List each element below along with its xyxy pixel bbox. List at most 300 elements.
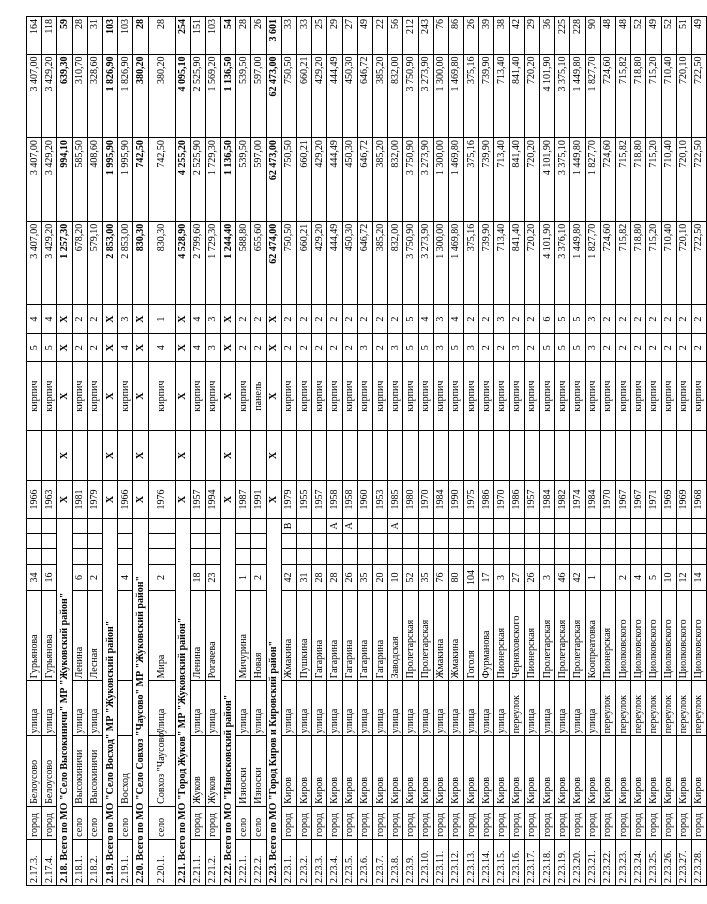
table-row	[615, 17, 630, 886]
table-cell: 2.23.3.	[312, 839, 327, 885]
table-cell: 720,20	[524, 138, 539, 222]
table-cell: 2	[464, 305, 479, 334]
table-cell: 3 375,10	[555, 138, 570, 222]
table-cell: 2	[631, 305, 646, 334]
table-cell: Киров	[448, 736, 463, 806]
table-cell: 26	[464, 17, 479, 55]
table-cell: 2	[524, 333, 539, 362]
table-cell: 1966	[27, 481, 42, 518]
table-cell: 1	[236, 564, 251, 590]
table-cell: 20	[372, 564, 387, 590]
table-cell: город	[448, 806, 463, 839]
table-cell: Восход	[118, 736, 133, 806]
table-cell: X	[102, 362, 117, 430]
table-cell: город	[540, 806, 555, 839]
table-row	[27, 17, 42, 886]
table-cell: город	[42, 806, 57, 839]
table-cell: панель	[251, 362, 266, 430]
table-cell: 408,60	[87, 138, 102, 222]
table-cell: 3	[357, 333, 372, 362]
table-cell: 4	[190, 305, 205, 334]
table-cell: 310,70	[72, 54, 87, 138]
table-cell: Гурьянова	[27, 591, 42, 681]
table-cell: переулок	[615, 681, 630, 736]
table-cell: 722,50	[691, 221, 706, 305]
table-cell: 2.23.27.	[676, 839, 691, 885]
table-cell: улица	[388, 681, 403, 736]
table-cell: 2	[342, 305, 357, 334]
table-cell	[509, 549, 524, 564]
table-cell: улица	[87, 681, 102, 736]
table-cell: 28	[72, 17, 87, 55]
table-cell	[251, 549, 266, 564]
table-cell: 1979	[87, 481, 102, 518]
table-cell: город	[403, 806, 418, 839]
table-cell: 4	[190, 333, 205, 362]
table-cell: X	[102, 305, 117, 334]
table-cell	[661, 430, 676, 481]
table-cell	[342, 549, 357, 564]
table-cell	[661, 518, 676, 533]
table-cell	[570, 430, 585, 481]
table-cell: улица	[72, 681, 87, 736]
table-cell: X	[221, 430, 236, 481]
table-cell: Гагарина	[342, 591, 357, 681]
table-cell: 710,40	[661, 54, 676, 138]
table-cell: 212	[403, 17, 418, 55]
table-cell: 1974	[570, 481, 585, 518]
table-cell: 52	[403, 564, 418, 590]
table-cell: 660,21	[297, 138, 312, 222]
table-cell	[631, 430, 646, 481]
table-cell: переулок	[661, 681, 676, 736]
table-cell: Лесная	[87, 591, 102, 681]
table-cell	[600, 518, 615, 533]
table-cell: Гагарина	[327, 591, 342, 681]
table-cell: 1970	[494, 481, 509, 518]
table-cell: Киров	[357, 736, 372, 806]
table-cell: кирпич	[281, 362, 296, 430]
table-cell: 2	[251, 333, 266, 362]
table-cell: Киров	[691, 736, 706, 806]
table-cell	[676, 518, 691, 533]
table-cell	[312, 534, 327, 549]
table-cell: 720,20	[524, 221, 539, 305]
table-cell: 26	[524, 564, 539, 590]
table-cell: 35	[418, 564, 433, 590]
table-row	[236, 17, 251, 886]
table-cell: город	[27, 806, 42, 839]
table-cell: город	[297, 806, 312, 839]
table-cell	[676, 549, 691, 564]
table-cell	[388, 549, 403, 564]
total-label-cell: 2.20. Всего по МО "Село Совхоз "Чаусово" МР "Жуковский район"	[133, 518, 148, 885]
table-cell: кирпич	[118, 362, 133, 430]
table-cell: 1981	[72, 481, 87, 518]
table-cell: 2	[600, 305, 615, 334]
table-cell: 28	[133, 17, 148, 55]
table-cell: 3 407,00	[27, 54, 42, 138]
table-cell: 48	[615, 17, 630, 55]
table-cell: Киров	[388, 736, 403, 806]
table-cell	[448, 549, 463, 564]
table-cell: Жмакина	[448, 591, 463, 681]
table-cell: X	[133, 430, 148, 481]
table-cell: Циолковского	[661, 591, 676, 681]
table-cell: 385,20	[372, 138, 387, 222]
table-cell: город	[205, 806, 220, 839]
table-cell: 2	[676, 333, 691, 362]
table-cell: кирпич	[403, 362, 418, 430]
table-cell: 655,60	[251, 221, 266, 305]
table-row	[148, 17, 175, 886]
table-cell: 429,20	[312, 221, 327, 305]
table-cell: город	[600, 806, 615, 839]
table-cell	[72, 534, 87, 549]
table-row	[676, 17, 691, 886]
table-cell	[87, 534, 102, 549]
table-cell: 4 528,90	[175, 221, 190, 305]
table-cell: кирпич	[661, 362, 676, 430]
table-cell: 2.19.1.	[118, 839, 133, 885]
table-row	[190, 17, 205, 886]
table-cell	[148, 430, 175, 481]
table-cell: 539,50	[236, 138, 251, 222]
table-cell	[433, 430, 448, 481]
table-cell: 2.23.17.	[524, 839, 539, 885]
table-cell: 718,80	[631, 138, 646, 222]
table-cell: 5	[540, 333, 555, 362]
table-cell	[327, 534, 342, 549]
table-cell	[540, 430, 555, 481]
table-cell: улица	[327, 681, 342, 736]
table-cell: город	[372, 806, 387, 839]
table-cell: Ленина	[190, 591, 205, 681]
table-cell: 34	[27, 564, 42, 590]
table-cell	[691, 518, 706, 533]
table-cell: Пролетарская	[555, 591, 570, 681]
table-cell: кирпич	[494, 362, 509, 430]
table-cell: 1960	[357, 481, 372, 518]
table-cell: 1 995,90	[102, 138, 117, 222]
table-cell	[585, 534, 600, 549]
table-cell: улица	[418, 681, 433, 736]
table-cell: кирпич	[585, 362, 600, 430]
table-cell: 2.23.2.	[297, 839, 312, 885]
table-cell: Циолковского	[676, 591, 691, 681]
table-cell: 2	[236, 305, 251, 334]
table-cell	[205, 549, 220, 564]
table-cell: город	[585, 806, 600, 839]
table-cell: Киров	[342, 736, 357, 806]
table-cell: 1 827,70	[585, 138, 600, 222]
table-cell: 1 469,80	[448, 221, 463, 305]
table-cell: 2	[600, 333, 615, 362]
table-cell: 2	[494, 333, 509, 362]
table-row	[691, 17, 706, 886]
table-cell: 4 101,90	[540, 221, 555, 305]
table-cell: 76	[433, 564, 448, 590]
table-cell: 450,30	[342, 138, 357, 222]
table-row	[570, 17, 585, 886]
table-cell	[190, 549, 205, 564]
table-cell: улица	[312, 681, 327, 736]
table-cell: 1 827,70	[585, 221, 600, 305]
table-cell: 3 750,90	[403, 138, 418, 222]
table-cell: Жмакина	[281, 591, 296, 681]
table-cell	[433, 534, 448, 549]
table-cell: 1966	[118, 481, 133, 518]
table-cell: 35	[357, 564, 372, 590]
table-cell: Киров	[585, 736, 600, 806]
table-cell: Киров	[403, 736, 418, 806]
table-cell	[87, 549, 102, 564]
table-cell	[372, 549, 387, 564]
table-cell: 2	[372, 305, 387, 334]
table-cell: 2.22.2.	[251, 839, 266, 885]
table-cell: 2.23.21.	[585, 839, 600, 885]
table-cell: 243	[418, 17, 433, 55]
table-cell: 3	[494, 564, 509, 590]
table-row	[479, 17, 494, 886]
table-cell: 3	[585, 333, 600, 362]
table-cell: 59	[57, 17, 72, 55]
table-cell: 4 101,90	[540, 54, 555, 138]
table-cell: X	[266, 333, 281, 362]
table-cell	[600, 549, 615, 564]
table-cell: улица	[585, 681, 600, 736]
table-cell: X	[133, 481, 148, 518]
table-cell: 1 729,30	[205, 138, 220, 222]
table-cell: 1	[585, 564, 600, 590]
table-cell: X	[102, 430, 117, 481]
table-cell: улица	[297, 681, 312, 736]
table-cell: 722,50	[691, 138, 706, 222]
table-cell	[646, 518, 661, 533]
table-cell: 718,80	[631, 54, 646, 138]
table-cell: 3	[509, 333, 524, 362]
table-cell: X	[57, 333, 72, 362]
table-cell: 27	[509, 564, 524, 590]
table-cell: 62 473,00	[266, 138, 281, 222]
table-cell: 2.20.1.	[148, 839, 175, 885]
table-cell: кирпич	[540, 362, 555, 430]
table-cell: Киров	[464, 736, 479, 806]
table-cell	[372, 430, 387, 481]
table-cell: 225	[555, 17, 570, 55]
table-cell: 2	[357, 305, 372, 334]
table-row	[342, 17, 357, 886]
table-cell: А	[342, 518, 357, 533]
table-cell: 4	[148, 333, 175, 362]
table-cell: 1 300,00	[433, 54, 448, 138]
table-cell: X	[102, 481, 117, 518]
table-cell: 4 255,20	[175, 138, 190, 222]
table-cell: А	[388, 518, 403, 533]
table-cell: X	[221, 481, 236, 518]
table-cell	[615, 549, 630, 564]
table-cell: 2	[87, 333, 102, 362]
table-cell	[570, 534, 585, 549]
table-cell: 51	[676, 17, 691, 55]
table-cell	[312, 518, 327, 533]
table-cell: 1 995,90	[118, 138, 133, 222]
table-cell: город	[281, 806, 296, 839]
table-cell	[372, 534, 387, 549]
table-cell	[494, 534, 509, 549]
table-cell: 429,20	[312, 54, 327, 138]
table-cell: кирпич	[691, 362, 706, 430]
table-cell: 36	[540, 17, 555, 55]
table-row	[297, 17, 312, 886]
table-cell: кирпич	[448, 362, 463, 430]
table-cell: 2	[691, 305, 706, 334]
table-cell: 2.23.12.	[448, 839, 463, 885]
table-cell: 724,60	[600, 221, 615, 305]
table-cell: 10	[661, 564, 676, 590]
table-cell: 1 300,00	[433, 138, 448, 222]
table-cell	[464, 518, 479, 533]
table-cell	[190, 534, 205, 549]
table-cell: кирпич	[42, 362, 57, 430]
table-cell: 2	[676, 305, 691, 334]
table-cell: X	[266, 481, 281, 518]
table-cell: 46	[555, 564, 570, 590]
table-cell: 3	[433, 333, 448, 362]
table-cell: 718,80	[631, 221, 646, 305]
table-cell: Киров	[524, 736, 539, 806]
table-cell: 38	[494, 17, 509, 55]
table-row	[585, 17, 600, 886]
table-cell: 2	[691, 333, 706, 362]
table-cell	[646, 430, 661, 481]
table-cell: кирпич	[342, 362, 357, 430]
table-cell: 22	[372, 17, 387, 55]
table-cell	[72, 549, 87, 564]
table-cell: 710,40	[661, 221, 676, 305]
total-label-cell: 2.21. Всего по МО "Город Жуков" МР "Жуковский район"	[175, 518, 190, 885]
table-cell	[509, 534, 524, 549]
table-cell: 5	[403, 333, 418, 362]
table-cell: улица	[27, 681, 42, 736]
table-cell	[615, 430, 630, 481]
table-cell	[646, 549, 661, 564]
table-cell: 2.23.22.	[600, 839, 615, 885]
table-cell: 2	[388, 305, 403, 334]
table-cell: 3 273,90	[418, 138, 433, 222]
table-cell	[118, 681, 133, 736]
table-cell: 2.18.1.	[72, 839, 87, 885]
table-cell: 385,20	[372, 221, 387, 305]
table-cell: кирпич	[388, 362, 403, 430]
table-cell: улица	[148, 681, 175, 736]
table-cell: 841,40	[509, 54, 524, 138]
table-cell: 539,50	[236, 54, 251, 138]
table-cell: 151	[190, 17, 205, 55]
table-cell: 49	[357, 17, 372, 55]
table-cell: 2.21.1.	[190, 839, 205, 885]
table-cell: 52	[631, 17, 646, 55]
table-cell: Заводская	[388, 591, 403, 681]
table-cell: 3 407,00	[27, 138, 42, 222]
table-cell: 10	[388, 564, 403, 590]
table-cell: 1 257,30	[57, 221, 72, 305]
table-cell: 5	[555, 333, 570, 362]
table-cell: 830,30	[133, 221, 148, 305]
table-cell: 1984	[540, 481, 555, 518]
table-cell: X	[266, 362, 281, 430]
table-cell	[691, 430, 706, 481]
table-cell	[433, 549, 448, 564]
table-cell	[236, 518, 251, 533]
housing-register-table	[26, 16, 707, 886]
table-cell: Пролетарская	[403, 591, 418, 681]
table-cell	[42, 534, 57, 549]
table-cell: город	[524, 806, 539, 839]
table-cell: 2	[297, 305, 312, 334]
table-cell: 2.23.6.	[357, 839, 372, 885]
table-cell: 646,72	[357, 138, 372, 222]
table-cell: 42	[509, 17, 524, 55]
table-cell: Киров	[297, 736, 312, 806]
table-cell	[27, 534, 42, 549]
table-cell: 1 244,40	[221, 221, 236, 305]
table-cell: город	[494, 806, 509, 839]
table-cell: Совхоз "Чаусово"	[148, 736, 175, 806]
table-cell: 3 429,20	[42, 54, 57, 138]
table-cell: 429,20	[312, 138, 327, 222]
table-cell: 2.23.23.	[615, 839, 630, 885]
table-cell	[42, 549, 57, 564]
table-row	[118, 17, 133, 886]
table-cell: кирпич	[372, 362, 387, 430]
table-cell: 2	[524, 305, 539, 334]
table-cell: 5	[555, 305, 570, 334]
table-row	[540, 17, 555, 886]
table-cell: улица	[540, 681, 555, 736]
table-cell: кирпич	[615, 362, 630, 430]
table-cell	[27, 518, 42, 533]
table-cell: 29	[524, 17, 539, 55]
table-cell: 90	[585, 17, 600, 55]
total-label-cell: 2.22. Всего по МО "Износковский район"	[221, 518, 236, 885]
table-cell: 54	[221, 17, 236, 55]
table-cell: улица	[555, 681, 570, 736]
table-cell: 3 429,20	[42, 221, 57, 305]
table-cell: 2.23.4.	[327, 839, 342, 885]
table-cell: кирпич	[464, 362, 479, 430]
table-cell: село	[72, 806, 87, 839]
table-cell: 3	[585, 305, 600, 334]
table-cell	[600, 430, 615, 481]
table-cell: Пионерская	[494, 591, 509, 681]
table-cell	[646, 534, 661, 549]
table-cell: 3 375,10	[555, 54, 570, 138]
table-cell: 646,72	[357, 54, 372, 138]
table-cell: X	[133, 305, 148, 334]
table-cell	[72, 518, 87, 533]
table-cell: 3 750,90	[403, 54, 418, 138]
table-cell: 715,20	[646, 221, 661, 305]
table-cell: 103	[118, 17, 133, 55]
table-cell: город	[555, 806, 570, 839]
table-cell: Коопреатовка	[585, 591, 600, 681]
table-cell	[585, 430, 600, 481]
table-cell: 720,10	[676, 54, 691, 138]
table-cell: X	[266, 305, 281, 334]
table-cell: улица	[42, 681, 57, 736]
table-cell: кирпич	[236, 362, 251, 430]
